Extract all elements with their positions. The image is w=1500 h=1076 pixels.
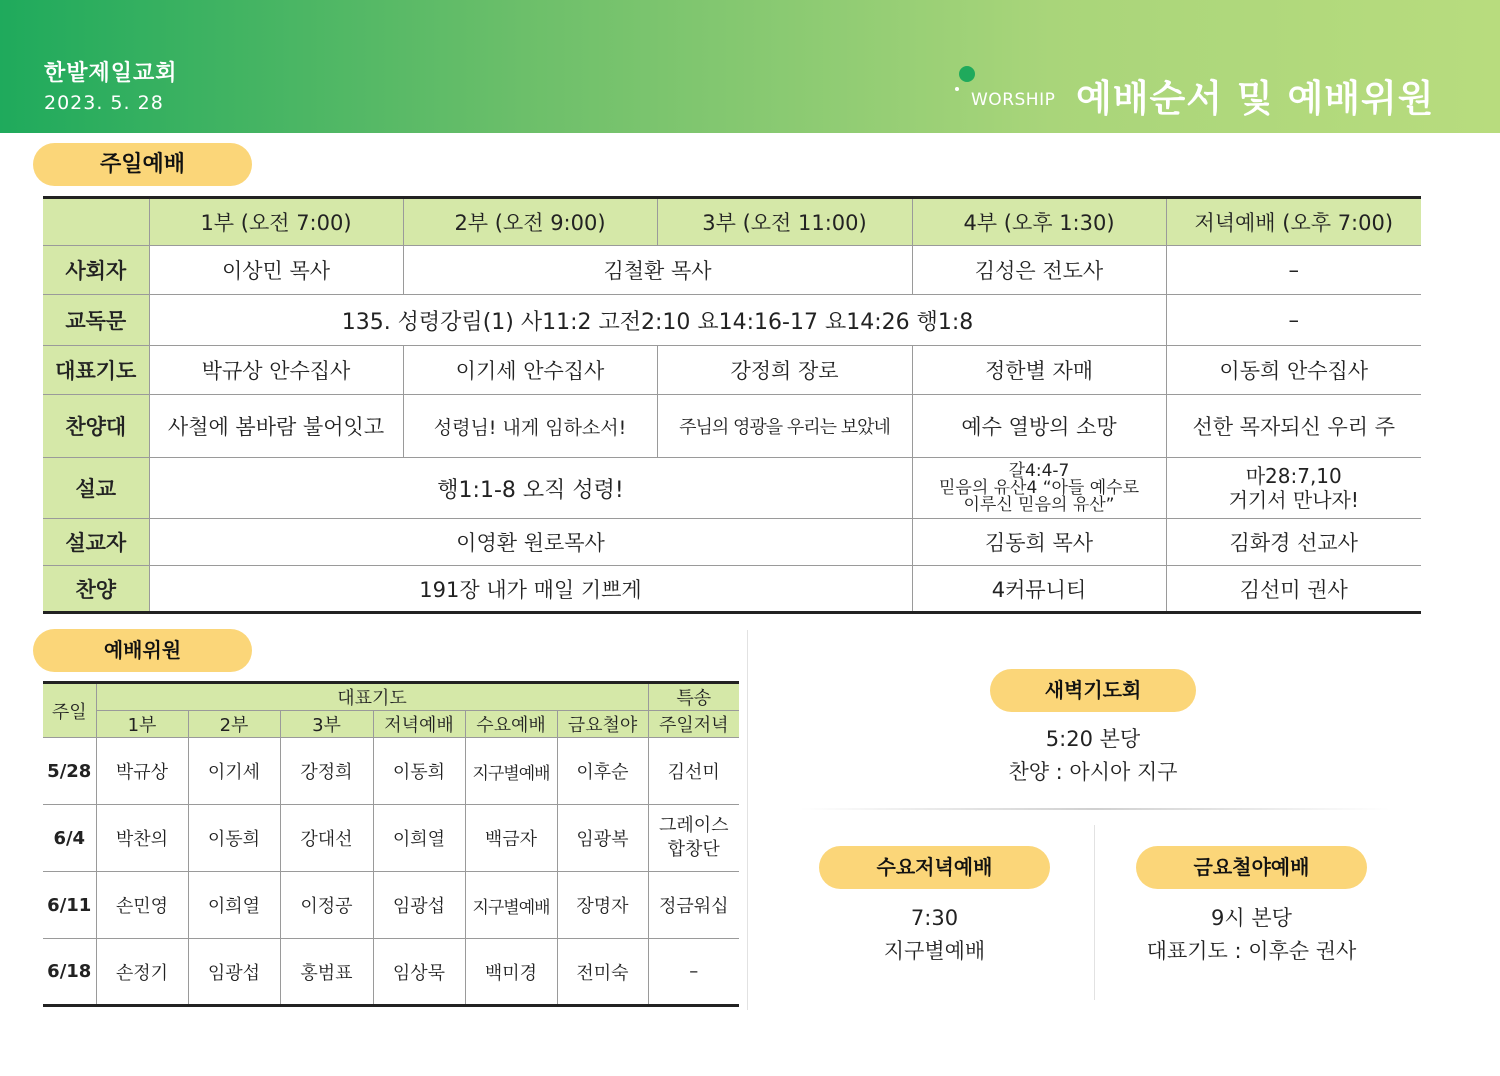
committee-table [43, 681, 739, 1007]
table-cell: 임상묵 [373, 939, 465, 1006]
horizontal-divider [800, 808, 1390, 810]
table-header-row [43, 683, 739, 711]
table-cell: 김성은 전도사 [912, 246, 1166, 295]
table-header-row [43, 711, 739, 738]
bulletin-date: 2023. 5. 28 [44, 92, 164, 114]
sunday-worship-table [43, 196, 1421, 614]
white-dot-icon [955, 87, 959, 91]
vertical-divider [747, 630, 748, 1010]
column-header: 대표기도 [96, 683, 648, 711]
table-cell: 강정희 장로 [657, 346, 912, 395]
table-row [43, 295, 1421, 346]
table-cell: 백금자 [465, 805, 557, 872]
date-cell: 6/18 [43, 939, 96, 1006]
row-header: 사회자 [43, 246, 149, 295]
table-cell: 4커뮤니티 [912, 566, 1166, 613]
table-cell: 135. 성령강림(1) 사11:2 고전2:10 요14:16-17 요14:26 행1:8 [149, 295, 1166, 346]
special-line: 합창단 [667, 839, 720, 860]
table-cell: 이희열 [373, 805, 465, 872]
dawn-prayer-label: 새벽기도회 [990, 669, 1196, 712]
church-name: 한밭제일교회 [44, 61, 178, 86]
row-header: 대표기도 [43, 346, 149, 395]
table-cell: 선한 목자되신 우리 주 [1166, 395, 1421, 458]
table-cell: 김선미 권사 [1166, 566, 1421, 613]
table-cell: 지구별예배 [465, 872, 557, 939]
table-row [43, 939, 739, 1006]
row-header: 찬양 [43, 566, 149, 613]
table-cell: 박규상 [96, 738, 188, 805]
row-header: 설교자 [43, 519, 149, 566]
table-cell: 손민영 [96, 872, 188, 939]
table-row [43, 458, 1421, 519]
table-cell: 사철에 봄바람 불어잇고 [149, 395, 403, 458]
column-header: 주일 [43, 683, 96, 738]
table-row [43, 395, 1421, 458]
column-header: 1부 [96, 711, 188, 738]
date-cell: 6/4 [43, 805, 96, 872]
section-title: 예배순서 및 예배위원 [1076, 77, 1435, 120]
table-row [43, 872, 739, 939]
sermon-line: 믿음의 유산4 “아들 예수로 [938, 477, 1140, 498]
table-cell: 이영환 원로목사 [149, 519, 912, 566]
table-cell: 성령님! 내게 임하소서! [403, 395, 657, 458]
table-cell: 임광섭 [188, 939, 280, 1006]
table-row [43, 738, 739, 805]
vertical-divider [1094, 825, 1095, 1000]
sermon-line: 갈4:4-7 [1008, 460, 1070, 481]
table-row [43, 566, 1421, 613]
corner-cell [43, 198, 149, 246]
info-line: 지구별예배 [883, 939, 986, 963]
table-cell [1166, 458, 1421, 519]
sermon-line: 거기서 만나자! [1228, 488, 1359, 512]
column-header: 2부 (오전 9:00) [403, 198, 657, 246]
table-cell: 이기세 안수집사 [403, 346, 657, 395]
sermon-line: 이루신 믿음의 유산” [963, 494, 1115, 515]
table-cell: 홍범표 [280, 939, 373, 1006]
table-cell: 이희열 [188, 872, 280, 939]
table-cell [648, 805, 739, 872]
table-row [43, 246, 1421, 295]
table-cell: 백미경 [465, 939, 557, 1006]
table-cell: – [1166, 246, 1421, 295]
green-dot-icon [959, 66, 975, 82]
table-cell: 김철환 목사 [403, 246, 912, 295]
table-cell: 예수 열방의 소망 [912, 395, 1166, 458]
table-cell: 이동희 안수집사 [1166, 346, 1421, 395]
header-banner [0, 0, 1500, 133]
column-header: 3부 [280, 711, 373, 738]
info-line: 대표기도 : 이후순 권사 [1146, 939, 1357, 963]
table-row [43, 805, 739, 872]
table-header-row [43, 198, 1421, 246]
sermon-line: 마28:7,10 [1245, 464, 1342, 488]
table-row [43, 519, 1421, 566]
row-header: 설교 [43, 458, 149, 519]
section-label-en: WORSHIP [971, 90, 1056, 110]
table-cell: 이동희 [373, 738, 465, 805]
wednesday-worship-label: 수요저녁예배 [819, 846, 1050, 889]
table-cell: 강대선 [280, 805, 373, 872]
table-cell [912, 458, 1166, 519]
table-cell: 전미숙 [557, 939, 648, 1006]
column-header: 주일저녁 [648, 711, 739, 738]
column-header: 저녁예배 [373, 711, 465, 738]
table-cell: 손정기 [96, 939, 188, 1006]
column-header: 저녁예배 (오후 7:00) [1166, 198, 1421, 246]
column-header: 3부 (오전 11:00) [657, 198, 912, 246]
table-cell: 장명자 [557, 872, 648, 939]
info-line: 5:20 본당 [1045, 727, 1141, 751]
date-cell: 5/28 [43, 738, 96, 805]
table-cell: 정금워십 [648, 872, 739, 939]
table-cell: 이정공 [280, 872, 373, 939]
wednesday-worship-info [800, 902, 1069, 968]
column-header: 금요철야 [557, 711, 648, 738]
column-header: 특송 [648, 683, 739, 711]
table-cell: – [1166, 295, 1421, 346]
table-cell: 김화경 선교사 [1166, 519, 1421, 566]
table-cell: 임광복 [557, 805, 648, 872]
table-cell: 지구별예배 [465, 738, 557, 805]
date-cell: 6/11 [43, 872, 96, 939]
friday-worship-info [1110, 902, 1393, 968]
committee-label: 예배위원 [33, 629, 252, 672]
column-header: 4부 (오후 1:30) [912, 198, 1166, 246]
dawn-prayer-info [960, 723, 1226, 789]
table-cell: 김선미 [648, 738, 739, 805]
table-cell: 주님의 영광을 우리는 보았네 [657, 395, 912, 458]
table-cell: 행1:1-8 오직 성령! [149, 458, 912, 519]
special-line: 그레이스 [658, 815, 729, 836]
table-cell: 임광섭 [373, 872, 465, 939]
column-header: 2부 [188, 711, 280, 738]
table-cell: 이후순 [557, 738, 648, 805]
sunday-worship-label: 주일예배 [33, 143, 252, 186]
table-cell: – [648, 939, 739, 1006]
table-cell: 이동희 [188, 805, 280, 872]
info-line: 찬양 : 아시아 지구 [1008, 760, 1178, 784]
table-row [43, 346, 1421, 395]
table-cell: 191장 내가 매일 기쁘게 [149, 566, 912, 613]
table-cell: 정한별 자매 [912, 346, 1166, 395]
table-cell: 이기세 [188, 738, 280, 805]
row-header: 교독문 [43, 295, 149, 346]
friday-worship-label: 금요철야예배 [1136, 846, 1367, 889]
column-header: 1부 (오전 7:00) [149, 198, 403, 246]
table-cell: 이상민 목사 [149, 246, 403, 295]
info-line: 7:30 [910, 906, 959, 930]
table-cell: 강정희 [280, 738, 373, 805]
table-cell: 박찬의 [96, 805, 188, 872]
row-header: 찬양대 [43, 395, 149, 458]
column-header: 수요예배 [465, 711, 557, 738]
info-line: 9시 본당 [1211, 906, 1292, 930]
table-cell: 박규상 안수집사 [149, 346, 403, 395]
table-cell: 김동희 목사 [912, 519, 1166, 566]
